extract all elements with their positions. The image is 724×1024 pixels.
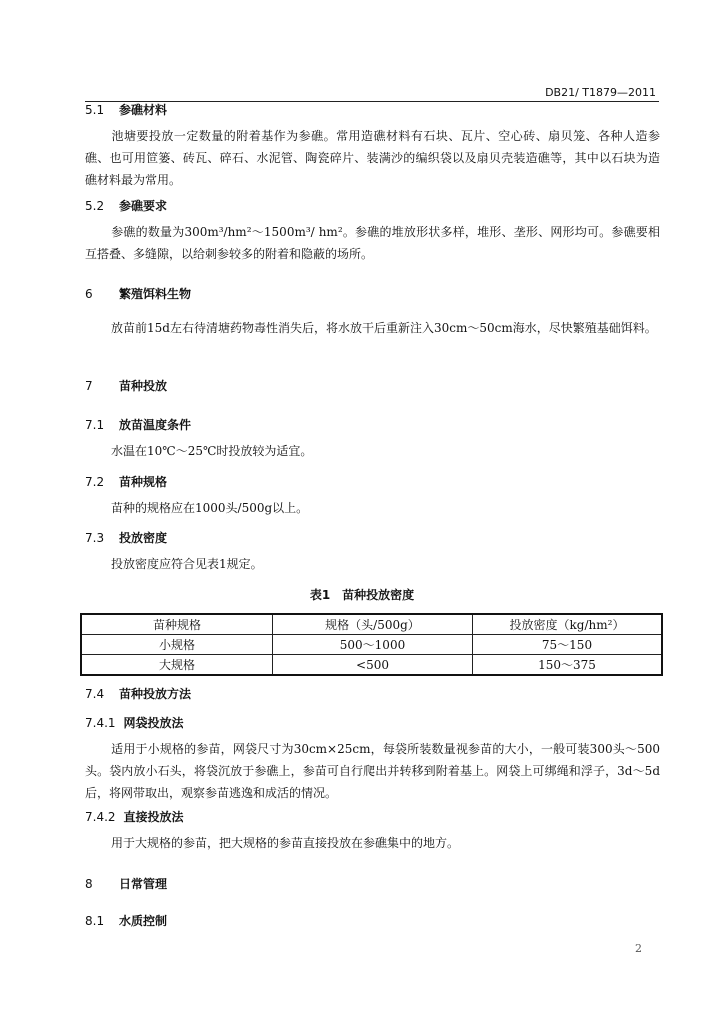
table-header-cell: 苗种规格: [81, 614, 273, 635]
heading-8-1: 8.1 水质控制: [85, 914, 168, 928]
table-cell: 75～150: [473, 635, 663, 655]
paragraph-7-4-2: 用于大规格的参苗，把大规格的参苗直接投放在参礁集中的地方。: [111, 836, 460, 850]
heading-7-2: 7.2 苗种规格: [85, 475, 168, 489]
heading-7-3: 7.3 投放密度: [85, 531, 168, 545]
table-caption: 表1 苗种投放密度: [309, 588, 415, 602]
table-cell: 500～1000: [273, 635, 473, 655]
document-code: DB21/ T1879—2011: [545, 86, 656, 99]
heading-8: 8 日常管理: [85, 877, 168, 891]
table-cell: 150～375: [473, 655, 663, 676]
heading-7-4: 7.4 苗种投放方法: [85, 687, 192, 701]
heading-7: 7 苗种投放: [85, 379, 168, 393]
paragraph-5-2: 参礁的数量为300m³/hm²～1500m³/ hm²。参礁的堆放形状多样，堆形、垄形、网形均可。参礁要相互搭叠、多缝隙，以给刺参较多的附着和隐蔽的场所。: [85, 225, 660, 261]
table-cell: <500: [273, 655, 473, 676]
heading-5-2: 5.2 参礁要求: [85, 199, 168, 213]
paragraph-5-1: 池塘要投放一定数量的附着基作为参礁。常用造礁材料有石块、瓦片、空心砖、扇贝笼、各种人造参礁、也可用笸篓、砖瓦、碎石、水泥管、陶瓷碎片、装满沙的编织袋以及扇贝壳装造礁等，其中以石块为造礁材料最为常用。: [85, 129, 660, 187]
heading-6: 6 繁殖饵料生物: [85, 287, 192, 301]
page-number: 2: [635, 942, 642, 955]
paragraph-7-3: 投放密度应符合见表1规定。: [111, 557, 263, 571]
heading-7-4-2: 7.4.2 直接投放法: [85, 810, 184, 824]
heading-7-4-1: 7.4.1 网袋投放法: [85, 716, 184, 730]
table-cell: 大规格: [81, 655, 273, 676]
table-header-cell: 投放密度（kg/hm²）: [473, 614, 663, 635]
header-rule: [85, 101, 659, 102]
table-row: [81, 635, 662, 655]
stocking-density-table: [80, 613, 663, 676]
table-row: [81, 655, 662, 676]
heading-7-1: 7.1 放苗温度条件: [85, 418, 192, 432]
paragraph-6: 放苗前15d左右待清塘药物毒性消失后，将水放干后重新注入30cm～50cm海水，尽快繁殖基础饵料。: [111, 321, 657, 335]
table-cell: 小规格: [81, 635, 273, 655]
paragraph-7-1: 水温在10℃～25℃时投放较为适宜。: [111, 444, 313, 458]
paragraph-7-2: 苗种的规格应在1000头/500g以上。: [111, 501, 309, 515]
heading-5-1: 5.1 参礁材料: [85, 103, 168, 117]
table-header-row: [81, 614, 662, 635]
table-header-cell: 规格（头/500g）: [273, 614, 473, 635]
paragraph-7-4-1: 适用于小规格的参苗，网袋尺寸为30cm×25cm，每袋所装数量视参苗的大小，一般可装300头～500头。袋内放小石头，将袋沉放于参礁上，参苗可自行爬出并转移到附着基上。网袋上可绑绳和浮子，3d～5d后，将网带取出，观察参苗逃逸和成活的情况。: [85, 742, 660, 800]
